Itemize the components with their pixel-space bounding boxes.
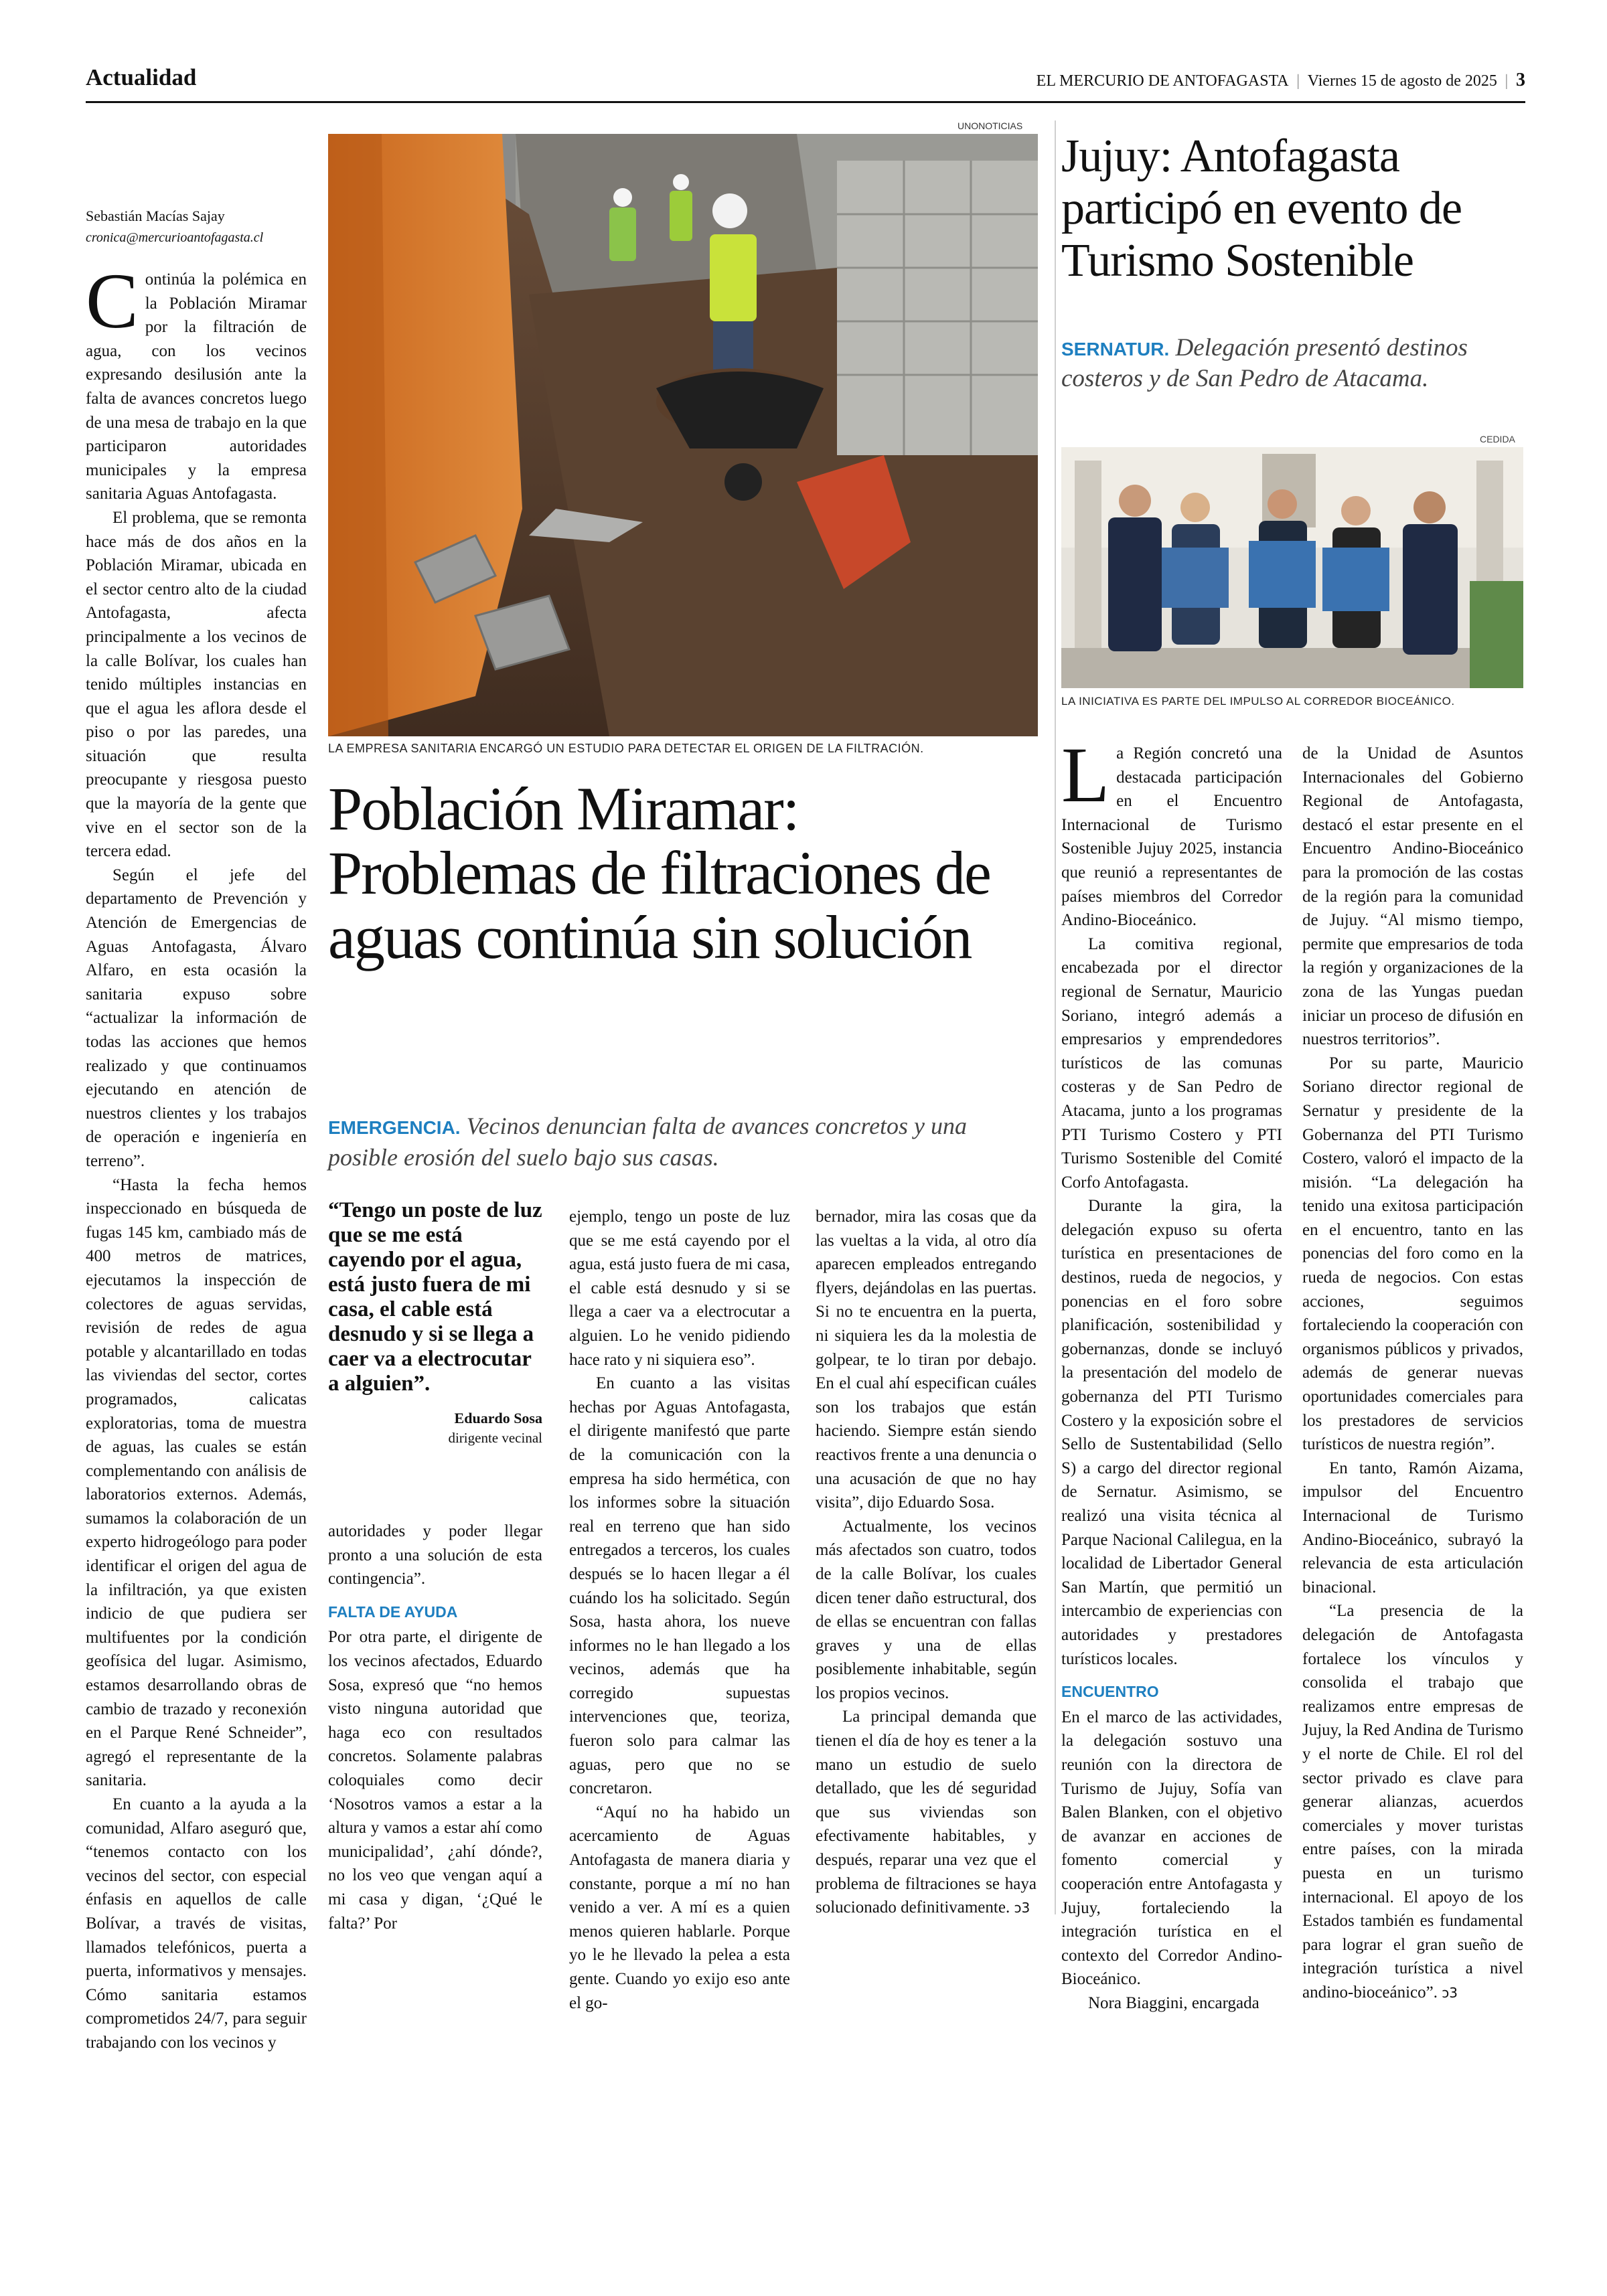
end-mark-icon: ↄ3 [1442,1984,1458,2001]
issue-date: Viernes 15 de agosto de 2025 [1307,72,1497,90]
main-headline: Población Miramar: Problemas de filtraciones de aguas continúa sin solución [328,774,990,971]
side-col-2 [1302,742,1523,2005]
main-deck-text: Vecinos denuncian falta de avances concretos y una posible erosión del suelo bajo sus casas. [328,1113,968,1171]
main-col1-para: Según el jefe del departamento de Prevención y Atención de Emergencias de Aguas Antofagasta, Álvaro Alfaro, en esta ocasión la sanitaria expuso sobre “actualizar la información de todas las acciones que hemos realizado y que continuamos ejecutando en atención de nuestros clientes y los trabajos de operación e ingeniería en terreno”. [86,866,307,1170]
main-col2-para: autoridades y poder llegar pronto a una solución de esta contingencia”. [328,1522,542,1588]
main-col4-para: bernador, mira las cosas que da las vueltas a la vida, al otro día aparecen empleados entregando flyers, dejándolas en las puertas. Si no te encuentra en la puerta, ni siquiera les da la molestia de golpear, te lo tiran por debajo. En el cual ahí especifican cuáles son los trabajos que están haciendo. Siempre están siendo reactivos frente a una denuncia o una acusación de que no hay visita”, dijo Eduardo Sosa. [816,1208,1037,1512]
main-col1-para: Continúa la polémica en la Población Miramar por la filtración de agua, con los vecinos expresando desilusión ante la falta de avances concretos luego de una mesa de trabajo en la que participaron autoridades municipales y la empresa sanitaria Aguas Antofagasta. [86,257,307,503]
main-deck [328,1111,1038,1172]
construction-photo [328,134,1038,736]
side-col1-para: La comitiva regional, encabezada por el director regional de Sernatur, Mauricio Soriano, integró además a empresarios y emprendedores turísticos de las comunas costeras y de San Pedro de Atacama, junto a los programas PTI Turismo Costero y PTI Turismo Sostenible del Comité Corfo Antofagasta. [1061,934,1282,1192]
side-col2-para: “La presencia de la delegación de Antofagasta fortalece los vínculos y consolida el trabajo que realizamos entre empresas de Jujuy, la Red Andina de Turismo y el norte de Chile. El rol del sector privado es clave para generar alianzas, acuerdos comerciales y mover turistas entre países, con la mirada puesta en un turismo internacional. El apoyo de los Estados también es fundamental para lograr el gran sueño de integración turística a nivel andino-bioceánico”. ↄ3 [1302,1602,1523,2001]
main-col3-para: “Aquí no ha habido un acercamiento de Aguas Antofagasta de manera diaria y constante, porque a mí no han venido a ver. A mí es a quien menos quieren hablarle. Porque yo le he llevado la pelea a esta gente. Cuando yo exijo eso ante el go- [569,1803,790,2012]
main-col-4 [816,1205,1037,1920]
side-col1-para: Durante la gira, la delegación expuso su oferta turística en presentaciones de destinos, rueda de negocios, y ponencias en el foro sobre planificación, sostenibilidad y gobernanzas, donde se incluyó la presentación del modelo de gobernanza del PTI Turismo Costero y la exposición sobre el Sello de Sustentabilidad (Sello S) a cargo del director regional de Sernatur. Asimismo, se realizó una visita técnica al Parque Nacional Calilegua, en la localidad de Libertador General San Martín, que permitió un intercambio de experiencias con autoridades y prestadores turísticos locales. [1061,1197,1282,1668]
paper-name: EL MERCURIO DE ANTOFAGASTA [1036,72,1289,90]
pull-quote-author: Eduardo Sosa [454,1410,542,1426]
side-photo-credit: CEDIDA [1480,434,1515,444]
side-col1-para: Nora Biaggini, encargada [1088,1993,1259,2012]
subhead-falta-de-ayuda: FALTA DE AYUDA [328,1603,458,1621]
main-col3-para: En cuanto a las visitas hechas por Aguas Antofagasta, el dirigente manifestó que parte de la comunicación con la empresa ha sido hermética, con los informes sobre la situación real en terreno que han sido entregados a terceros, los cuales después se lo hacen llegar a él cuándo los ha solicitado. Según Sosa, hasta ahora, los nueve informes no le han llegado a los vecinos, además que ha corregido supuestas intervenciones que, teoriza, fueron solo para calmar las aguas, pero que no se concretaron. [569,1374,790,1798]
side-dropcap: L [1061,731,1110,819]
side-kicker: SERNATUR. [1061,339,1170,359]
main-kicker: EMERGENCIA. [328,1117,461,1138]
page-number: 3 [1516,70,1525,90]
main-col-2 [328,1520,542,1935]
side-col2-para: Por su parte, Mauricio Soriano director regional de Sernatur y presidente de la Gobernanza del PTI Turismo Costero, valoró el impacto de la misión. “La delegación ha tenido una exitosa participación en el encuentro, tanto en las ponencias del foro como en la rueda de negocios. Con estas acciones, seguimos fortaleciendo la cooperación con organismos públicos y privados, además de generar nuevas oportunidades comerciales para los prestadores de servicios turísticos de nuestra región”. [1302,1054,1523,1454]
group-photo [1061,447,1523,688]
side-col-1 [1061,731,1282,2015]
main-col1-para: El problema, que se remonta hace más de dos años en la Población Miramar, ubicada en el sector centro alto de la ciudad Antofagasta, afecta principalmente a los vecinos de la calle Bolívar, los cuales han tenido múltiples instancias en que el agua les aflora desde el piso o por las paredes, una situación que resulta preocupante y riesgosa puesto que la mayoría de la gente que vive en el sector son de la tercera edad. [86,508,307,861]
end-mark-icon: ↄ3 [1014,1900,1030,1916]
masthead-info [1037,70,1525,91]
section-label: Actualidad [86,64,197,90]
pull-quote-text: “Tengo un poste de luz que se me está cayendo por el agua, está justo fuera de mi casa, el cable está desnudo y si se llega a caer va a electrocutar a alguien”. [328,1198,542,1396]
subhead-encuentro: ENCUENTRO [1061,1683,1159,1701]
main-photo [328,134,1038,736]
separator: | [1296,72,1300,90]
main-col4-para: La principal demanda que tienen el día de hoy es tener a la mano un estudio de suelo detallado, que les dé seguridad que sus viviendas son efectivamente habitables, y después, reparar una vez que el problema de filtraciones se haya solucionado definitivamente. ↄ3 [816,1708,1037,1917]
main-col2-para: Por otra parte, el dirigente de los vecinos afectados, Eduardo Sosa, expresó que “no hemos visto ninguna autoridad que haga eco con resultados concretos. Solamente palabras coloquiales como decir ‘Nosotros vamos a estar a la altura y vamos a estar ahí como municipalidad’, ¿ahí dónde?, no los veo que vengan aquí a mi casa y digan, ‘¿Qué le falta?’ Por [328,1628,542,1933]
side-col2-para: En tanto, Ramón Aizama, impulsor del Encuentro Internacional de Turismo Andino-Bioceánico, subrayó la relevancia de esta articulación binacional. [1302,1459,1523,1596]
pull-quote-role: dirigente vecinal [448,1430,542,1446]
side-headline: Jujuy: Antofagasta participó en evento de Turismo Sostenible [1061,131,1462,286]
side-col1-para: La Región concretó una destacada participación en el Encuentro Internacional de Turismo Sostenible Jujuy 2025, instancia que reunió a representantes de países miembros del Corredor Andino-Bioceánico. [1061,731,1282,930]
main-photo-credit: UNONOTICIAS [958,120,1023,131]
main-photo-caption: LA EMPRESA SANITARIA ENCARGÓ UN ESTUDIO PARA DETECTAR EL ORIGEN DE LA FILTRACIÓN. [328,742,924,755]
separator: | [1505,72,1509,90]
side-col2-para: de la Unidad de Asuntos Internacionales del Gobierno Regional de Antofagasta, destacó el estar presente en el Encuentro Andino-Bioceánico para la promoción de las costas de la región para la comunidad de Jujuy. “Al mismo tiempo, permite que empresarios de toda la región y organizaciones de la zona de las Yungas puedan iniciar un proceso de difusión en nuestros territorios”. [1302,744,1523,1049]
side-deck [1061,333,1543,394]
main-col1-para: “Hasta la fecha hemos inspeccionado en búsqueda de fugas 145 km, cambiado más de 400 metros de matrices, ejecutamos la inspección de colectores de aguas servidas, revisión de redes de agua potable y alcantarillado en todas las viviendas del sector, cortes programados, calicatas exploratorias, toma de muestra de aguas, las cuales se están complementando con análisis de laboratorios externos. Además, sumamos la colaboración de un experto hidrogeólogo para poder identificar el origen del agua de la infiltración, ya que existen indicio de que pudiera ser multifuentes por la condición geofísica del lugar. Asimismo, estamos desarrollando obras de cambio de trazado y reconexión en el Parque René Schneider”, agregó el representante de la sanitaria. [86,1175,307,1790]
main-col3-para: ejemplo, tengo un poste de luz que se me está cayendo por el agua, está justo fuera de mi casa, el cable está desnudo y si se llega a caer va a electrocutar a alguien. Lo he venido pidiendo hace rato y ni siquiera eso”. [569,1208,790,1369]
page-header [86,62,1525,103]
main-col-3 [569,1205,790,2015]
main-col1-para: En cuanto a la ayuda a la comunidad, Alfaro aseguró que, “tenemos contacto con los vecinos del sector, con especial énfasis en aquellos de calle Bolívar, a través de visitas, llamados telefónicos, puerta a puerta, informativos y mensajes. Cómo sanitaria estamos comprometidos 24/7, para seguir trabajando con los vecinos y [86,1795,307,2052]
side-col1-para: En el marco de las actividades, la delegación sostuvo una reunión con la directora de Turismo de Jujuy, Sofía van Balen Blanken, con el objetivo de avanzar en acciones de fomento comercial y cooperación entre Antofagasta y Jujuy, fortaleciendo la integración turística en el contexto del Corredor Andino-Bioceánico. [1061,1708,1282,1989]
main-col-1 [86,257,307,2052]
main-col4-para: Actualmente, los vecinos más afectados son cuatro, todos de la calle Bolívar, los cuales dicen tener daño estructural, dos de ellas se encuentran con fallas graves y una de ellas posiblemente inhabitable, según los propios vecinos. [816,1517,1037,1702]
byline [86,208,313,246]
pull-quote [328,1198,542,1447]
side-photo [1061,447,1523,688]
side-photo-caption: LA INICIATIVA ES PARTE DEL IMPULSO AL CORREDOR BIOCEÁNICO. [1061,695,1455,708]
author-name: Sebastián Macías Sajay [86,208,225,224]
author-email: cronica@mercurioantofagasta.cl [86,230,264,245]
column-rule [1055,120,1056,1914]
main-dropcap: C [86,257,139,345]
side-deck-text: Delegación presentó destinos costeros y de San Pedro de Atacama. [1061,334,1468,392]
